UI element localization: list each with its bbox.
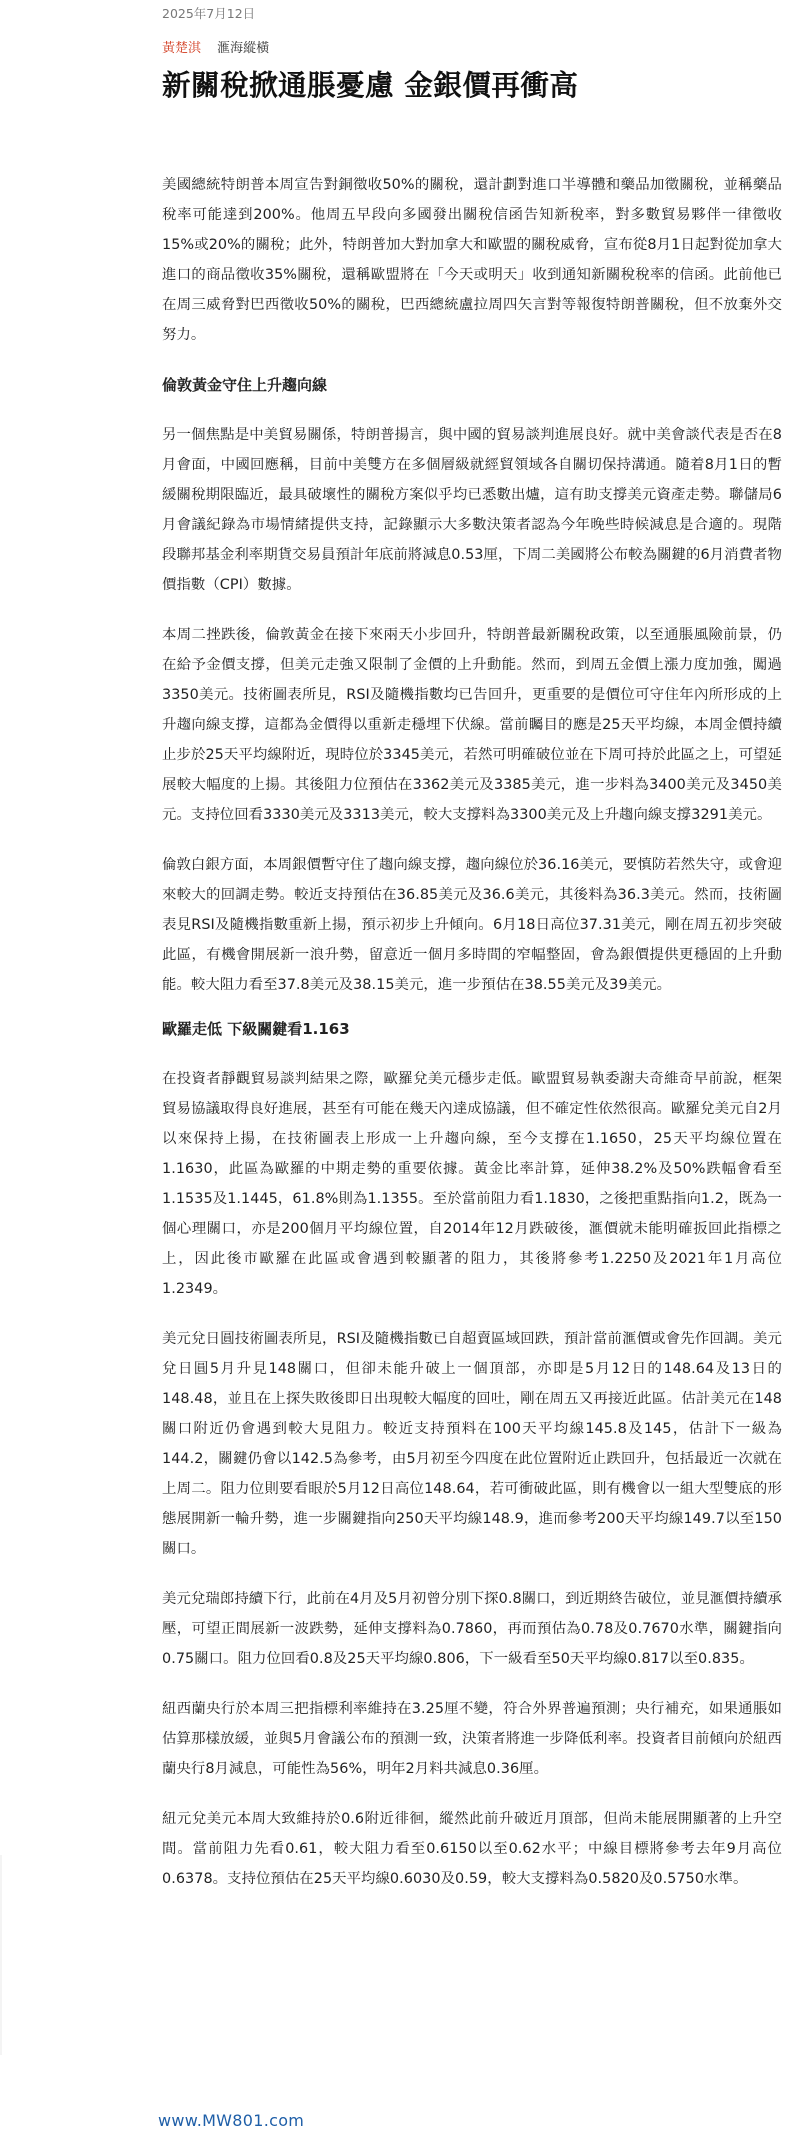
paragraph-silver: 倫敦白銀方面，本周銀價暫守住了趨向線支撐，趨向線位於36.16美元，要慎防若然失守，或會迎來較大的回調走勢。較近支持預估在36.85美元及36.6美元，其後料為36.3美元。然而，技術圖表見RSI及隨機指數重新上揚，預示初步上升傾向。6月18日高位37.31美元，剛在周五初步突破此區，有機會開展新一浪升勢，留意近一個月多時間的窄幅整固，會為銀價提供更穩固的上升動能。較大阻力看至37.8美元及38.15美元，進一步預估在38.55美元及39美元。 xyxy=(162,857,782,993)
paragraph-usdjpy: 美元兌日圓技術圖表所見，RSI及隨機指數已自超賣區域回跌，預計當前滙價或會先作回調。美元兌日圓5月升見148關口，但卻未能升破上一個頂部，亦即是5月12日的148.64及13日的148.48，並且在上探失敗後即日出現較大幅度的回吐，剛在周五又再接近此區。估計美元在148關口附近仍會遇到較大見阻力。較近支持預料在100天平均線145.8及145，估計下一級為144.2，關鍵仍會以142.5為參考，由5月初至今四度在此位置附近止跌回升，包括最近一次就在上周二。阻力位則要看眼於5月12日高位148.64，若可衝破此區，則有機會以一組大型雙底的形態展開新一輪升勢，進一步關鍵指向250天平均線148.9，進而參考200天平均線149.7以至150關口。 xyxy=(162,1331,782,1557)
paragraph-gold: 本周二挫跌後，倫敦黃金在接下來兩天小步回升，特朗普最新關稅政策，以至通脹風險前景，仍在給予金價支撐，但美元走強又限制了金價的上升動能。然而，到周五金價上漲力度加強，闖過3350美元。技術圖表所見，RSI及隨機指數均已告回升，更重要的是價位可守住年內所形成的上升趨向線支撐，這都為金價得以重新走穩埋下伏線。當前矚目的應是25天平均線，本周金價持續止步於25天平均線附近，現時位於3345美元，若然可明確破位並在下周可持於此區之上，可望延展較大幅度的上揚。其後阻力位預估在3362美元及3385美元，進一步料為3400美元及3450美元。支持位回看3330美元及3313美元，較大支撐料為3300美元及上升趨向線支撐3291美元。 xyxy=(162,627,782,823)
author-name[interactable]: 黃楚淇 xyxy=(162,41,202,56)
paragraph-trade-relations: 另一個焦點是中美貿易關係，特朗普揚言，與中國的貿易談判進展良好。就中美會談代表是否在8月會面，中國回應稱，目前中美雙方在多個層級就經貿領域各自關切保持溝通。隨着8月1日的暫緩關稅期限臨近，最具破壞性的關稅方案似乎均已悉數出爐，這有助支撐美元資產走勢。聯儲局6月會議紀錄為市場情緒提供支持，記錄顯示大多數決策者認為今年晚些時候減息是合適的。現階段聯邦基金利率期貨交易員預計年底前將減息0.53厘，下周二美國將公布較為關鍵的6月消費者物價指數（CPI）數據。 xyxy=(162,427,782,593)
column-name[interactable]: 滙海縱橫 xyxy=(217,41,270,56)
publish-date: 2025年7月12日 xyxy=(162,6,256,21)
byline xyxy=(162,40,269,58)
paragraph-rbnz: 紐西蘭央行於本周三把指標利率維持在3.25厘不變，符合外界普遍預測；央行補充，如果通脹如估算那樣放緩，並與5月會議公布的預測一致，決策者將進一步降低利率。投資者目前傾向於紐西蘭央行8月減息，可能性為56%，明年2月料共減息0.36厘。 xyxy=(162,1701,782,1777)
article-body xyxy=(162,170,782,1894)
article-title: 新關稅掀通脹憂慮 金銀價再衝高 xyxy=(162,69,579,102)
footer-site-link[interactable]: www.MW801.com xyxy=(158,2111,305,2130)
paragraph-tariffs: 美國總統特朗普本周宣告對銅徵收50%的關稅，還計劃對進口半導體和藥品加徵關稅，並稱藥品稅率可能達到200%。他周五早段向多國發出關稅信函告知新稅率，對多數貿易夥伴一律徵收15%或20%的關稅；此外，特朗普加大對加拿大和歐盟的關稅威脅，宣布從8月1日起對從加拿大進口的商品徵收35%關稅，還稱歐盟將在「今天或明天」收到通知新關稅稅率的信函。此前他已在周三威脅對巴西徵收50%的關稅，巴西總統盧拉周四矢言對等報復特朗普關稅，但不放棄外交努力。 xyxy=(162,177,782,343)
paragraph-usdchf: 美元兌瑞郎持續下行，此前在4月及5月初曾分別下探0.8關口，到近期終告破位，並見滙價持續承壓，可望正間展新一波跌勢，延伸支撐料為0.7860，再而預估為0.78及0.7670水準，關鍵指向0.75關口。阻力位回看0.8及25天平均線0.806，下一級看至50天平均線0.817以至0.835。 xyxy=(162,1591,782,1667)
paragraph-euro: 在投資者靜觀貿易談判結果之際，歐羅兌美元穩步走低。歐盟貿易執委謝夫奇維奇早前說，框架貿易協議取得良好進展，甚至有可能在幾天內達成協議，但不確定性依然很高。歐羅兌美元自2月以來保持上揚，在技術圖表上形成一上升趨向線，至今支撐在1.1650，25天平均線位置在1.1630，此區為歐羅的中期走勢的重要依據。黃金比率計算，延伸38.2%及50%跌幅會看至1.1535及1.1445，61.8%則為1.1355。至於當前阻力看1.1830，之後把重點指向1.2，既為一個心理關口，亦是200個月平均線位置，自2014年12月跌破後，滙價就未能明確扳回此指標之上，因此後市歐羅在此區或會遇到較顯著的阻力，其後將參考1.2250及2021年1月高位1.2349。 xyxy=(162,1071,782,1297)
subheading-gold: 倫敦黃金守住上升趨向線 xyxy=(162,376,328,394)
subheading-euro: 歐羅走低 下級關鍵看1.163 xyxy=(162,1020,350,1038)
paragraph-nzdusd: 紐元兌美元本周大致維持於0.6附近徘徊，縱然此前升破近月頂部，但尚未能展開顯著的上升空間。當前阻力先看0.61，較大阻力看至0.6150以至0.62水平；中線目標將參考去年9月高位0.6378。支持位預估在25天平均線0.6030及0.59，較大支撐料為0.5820及0.5750水準。 xyxy=(162,1811,782,1887)
left-divider xyxy=(0,1855,2,2055)
